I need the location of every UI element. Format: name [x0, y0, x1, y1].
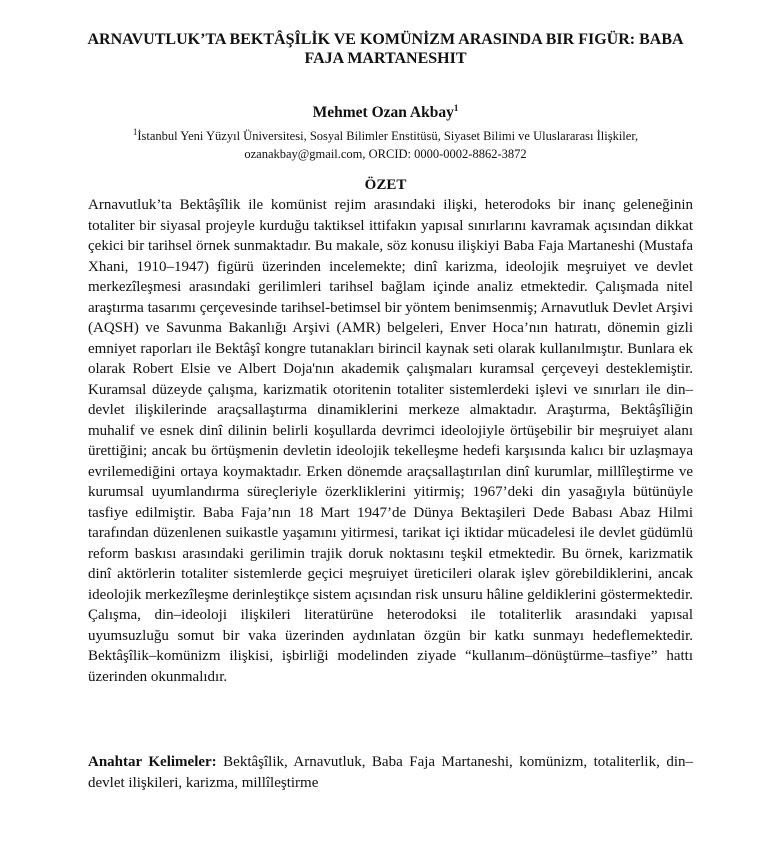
affiliation-text: İstanbul Yeni Yüzyıl Üniversitesi, Sosyal Bilimler Enstitüsü, Siyaset Bilimi ve Uluslararası İlişkiler, — [137, 129, 639, 143]
abstract-paragraph: Arnavutluk’ta Bektâşîlik ile komünist rejim arasındaki ilişki, heterodoks bir inanç geleneğinin totaliter bir siyasal projeyle kurduğu taktiksel ittifakın yapısal sınırlarını kavramak açısından dikkat çekici bir tarihsel örnek sunmaktadır. Bu makale, söz konusu ilişkiyi Baba Faja Martaneshi (Mustafa Xhani, 1910–1947) figürü üzerinden incelemekte; dinî karizma, ideolojik meşruiyet ve devlet merkezîleşmesi arasındaki gerilimleri tarihsel bağlam içinde analiz etmektedir. Çalışmada nitel araştırma tasarımı çerçevesinde tarihsel-betimsel bir yöntem benimsenmiş; Arnavutluk Devlet Arşivi (AQSH) ve Savunma Bakanlığı Arşivi (AMR) belgeleri, Enver Hoca’nın hatıratı, dönemin gizli emniyet raporları ile Bektâşî kongre tutanakları birincil kaynak seti olarak kullanılmıştır. Bunlara ek olarak Robert Elsie ve Albert Doja'nın akademik çalışmaları kuramsal çerçeveyi desteklemiştir. Kuramsal düzeyde çalışma, karizmatik otoritenin totaliter sistemlerdeki işlevi ve sınırları ile din–devlet ilişkilerinde araçsallaştırma dinamiklerini merkeze almaktadır. Araştırma, Bektâşîliğin muhalif ve esnek dinî dilinin belirli koşullarda devrimci ideolojiyle örtüşebilir bir meşruiyet alanı ürettiğini; ancak bu örtüşmenin devletin ideolojik tekelleşme hedefi karşısında kalıcı bir uzlaşmaya evrilemediğini ortaya koymaktadır. Erken dönemde araçsallaştırılan dinî kurumlar, millîleştirme ve kurumsal uyumlandırma süreçleriyle özerkliklerini yitirmiş; 1967’deki din yasağıyla bütünüyle tasfiye edilmiştir. Baba Faja’nın 18 Mart 1947’de Dünya Bektaşileri Dede Babası Abaz Hilmi tarafından düzenlenen suikastle yaşamını yitirmesi, tarikat içi iktidar mücadelesi ile devlet güdümlü reform baskısı arasındaki gerilimin trajik doruk noktasını teşkil etmektedir. Bu örnek, karizmatik dinî aktörlerin totaliter sistemlerde geçici meşruiyet üreticileri olarak işlev görebildiklerini, ancak ideolojik merkezîleşme derinleştikçe sistem açısından risk unsuru hâline geldiklerini göstermektedir. Çalışma, din–ideoloji ilişkileri literatürüne heterodoksi ile totaliterlik arasındaki yapısal uyumsuzluğu somut bir vaka üzerinden aydınlatan özgün bir katkı sunmayı hedeflemektedir. Bektâşîlik–komünizm ilişkisi, işbirliği modelinden ziyade “kullanım–dönüştürme–tasfiye” hattı üzerinden okunmalıdır. — [88, 197, 693, 685]
author-superscript: 1 — [453, 102, 459, 113]
keywords-paragraph — [88, 752, 693, 794]
author-affiliation — [60, 128, 711, 163]
author-name-text: Mehmet Ozan Akbay — [312, 104, 454, 121]
keywords-text: Bektâşîlik, Arnavutluk, Baba Faja Martaneshi, komünizm, totaliterlik, din–devlet ilişkileri, karizma, millîleştirme — [88, 754, 693, 791]
paper-title: ARNAVUTLUK’TA BEKTÂŞÎLİK VE KOMÜNİZM ARASINDA BIR FIGÜR: BABA FAJA MARTANESHIT — [87, 31, 684, 67]
affiliation-superscript: 1 — [132, 126, 138, 137]
affiliation-line — [60, 128, 711, 146]
contact-line: ozanakbay@gmail.com, ORCID: 0000-0002-8862-3872 — [244, 146, 527, 161]
keywords-label: Anahtar Kelimeler: — [88, 754, 217, 770]
author-name — [0, 104, 771, 122]
abstract-heading: ÖZET — [364, 177, 407, 193]
